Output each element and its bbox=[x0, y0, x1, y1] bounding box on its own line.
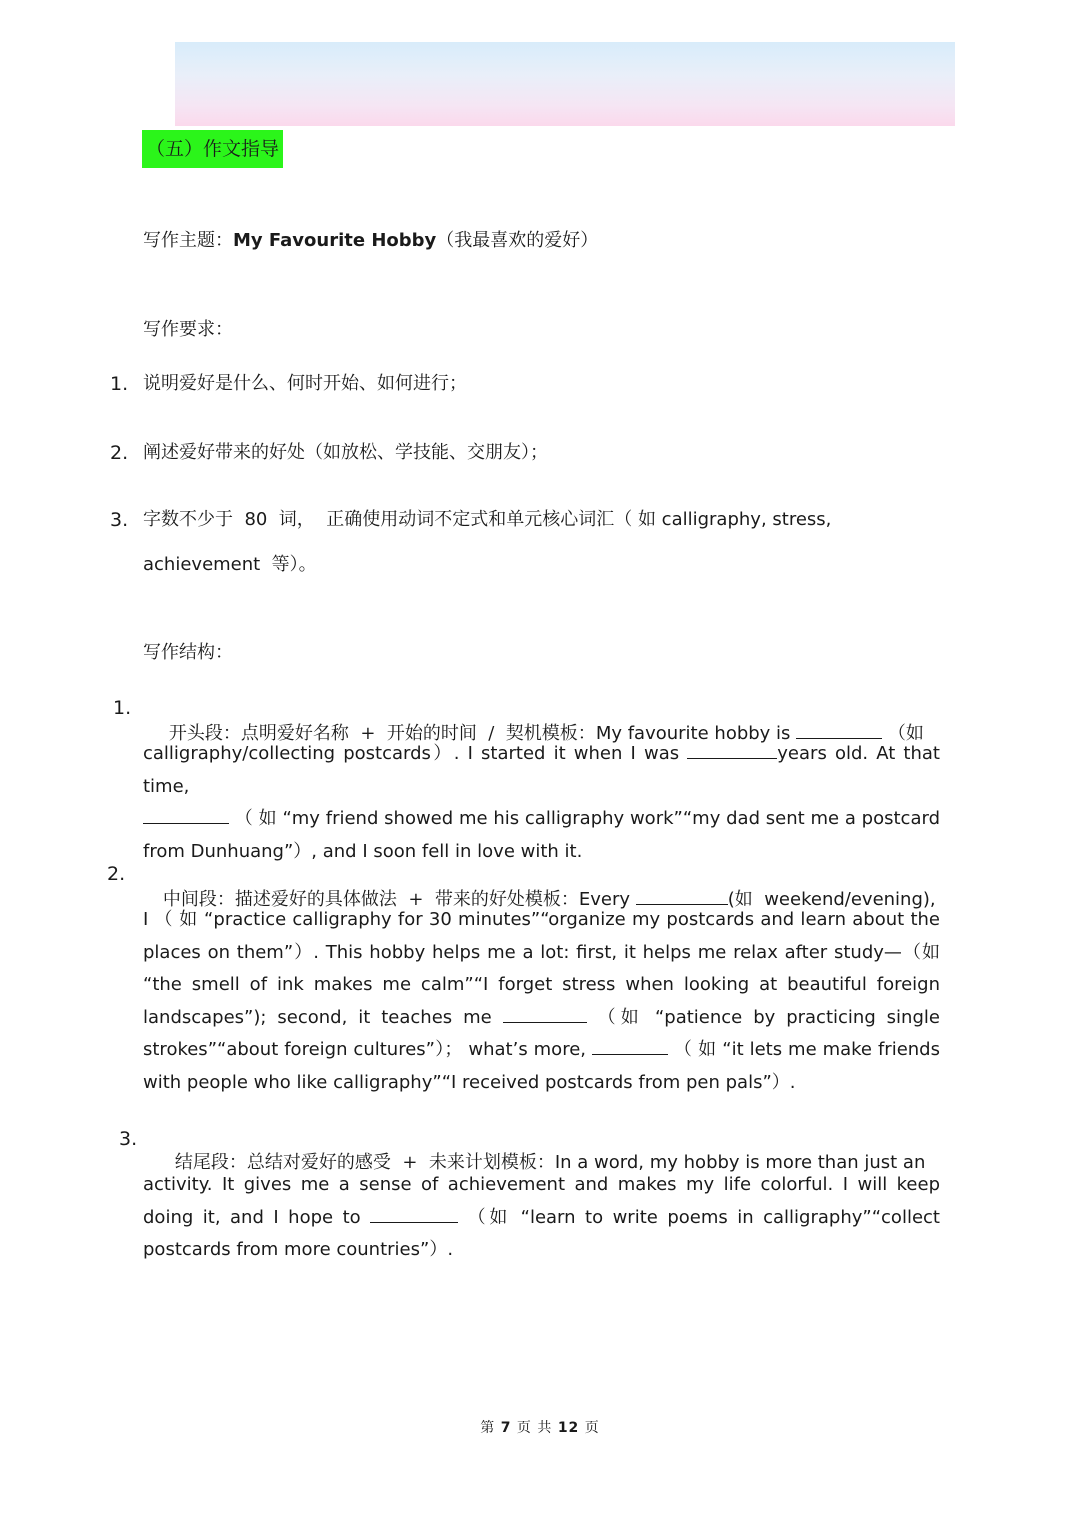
topic-title-cn: （我最喜欢的爱好） bbox=[436, 230, 599, 251]
template-text: activity. It gives me a sense of achievement and makes my life colorful. I will keep doing it, and I hope to bbox=[143, 1174, 940, 1228]
fill-blank bbox=[592, 1036, 668, 1055]
structure-paragraph bbox=[143, 904, 940, 1099]
template-text: （如 “patience by practicing single strokes”“about foreign cultures”）； what’s more, bbox=[143, 1006, 940, 1060]
fill-blank bbox=[143, 805, 229, 824]
fill-blank bbox=[370, 1204, 458, 1223]
requirement-number: 2. bbox=[110, 442, 129, 464]
requirements-label: 写作要求： bbox=[143, 319, 233, 340]
structure-lead: 中间段：描述爱好的具体做法 + 带来的好处模板： bbox=[162, 889, 579, 910]
requirement-number: 3. bbox=[110, 509, 129, 531]
template-text: （ 如 “it lets me make friends with people who like calligraphy”“I received postcards from pen pals”）. bbox=[143, 1039, 940, 1093]
topic-title: My Favourite Hobby bbox=[233, 230, 437, 251]
structure-paragraph bbox=[143, 1169, 940, 1267]
structure-number: 2. bbox=[107, 863, 126, 885]
footer-text: 第 bbox=[480, 1420, 496, 1436]
current-page-number: 7 bbox=[500, 1420, 512, 1436]
header-banner bbox=[175, 42, 955, 126]
structure-paragraph bbox=[143, 738, 940, 868]
template-text: My favourite hobby is bbox=[595, 723, 791, 744]
fill-blank bbox=[687, 740, 777, 759]
template-text: I （ 如 “practice calligraphy for 30 minutes”“organize my postcards and learn about the places on them”）. This hobby helps me a lot: first, it helps me relax after study—（如 “the smell of ink makes me calm”“I forget stress when looking at beautiful foreign landscapes”); second, it teaches me bbox=[143, 909, 940, 1028]
template-text: years old. At that time, bbox=[143, 743, 940, 797]
requirement-item: 说明爱好是什么、何时开始、如何进行； bbox=[143, 373, 467, 394]
footer-text: 页 共 bbox=[516, 1420, 553, 1436]
structure-number: 3. bbox=[119, 1128, 138, 1150]
template-text: (如 weekend/evening), bbox=[727, 889, 936, 910]
structure-lead: 开头段：点明爱好名称 + 开始的时间 / 契机模板： bbox=[168, 723, 596, 744]
topic-label: 写作主题： bbox=[143, 230, 233, 251]
structure-lead: 结尾段：总结对爱好的感受 + 未来计划模板： bbox=[174, 1152, 555, 1173]
requirement-item: 阐述爱好带来的好处（如放松、学技能、交朋友）； bbox=[143, 442, 548, 463]
fill-blank bbox=[796, 720, 882, 739]
structure-label: 写作结构： bbox=[143, 642, 233, 663]
structure-number: 1. bbox=[113, 697, 132, 719]
template-text: In a word, my hobby is more than just an bbox=[554, 1152, 926, 1173]
requirement-item: 字数不少于 80 词， 正确使用动词不定式和单元核心词汇（ 如 calligraphy, stress, bbox=[143, 509, 832, 530]
template-text: （如 “learn to write poems in calligraphy”“collect postcards from more countries”）. bbox=[143, 1206, 940, 1260]
fill-blank bbox=[636, 886, 728, 905]
template-text: calligraphy/collecting postcards）. I started it when I was bbox=[143, 743, 680, 764]
section-heading: （五）作文指导 bbox=[142, 130, 283, 168]
template-text: （ 如 “my friend showed me his calligraphy work”“my dad sent me a postcard from Dunhuang”）, and I soon fell in love with it. bbox=[143, 808, 940, 862]
template-text: （如 bbox=[887, 723, 924, 744]
footer-text: 页 bbox=[584, 1420, 600, 1436]
requirement-number: 1. bbox=[110, 373, 129, 395]
page-footer bbox=[0, 1418, 1080, 1438]
requirement-item-continued: achievement 等）。 bbox=[143, 554, 317, 575]
total-page-number: 12 bbox=[557, 1420, 580, 1436]
template-text: Every bbox=[578, 889, 631, 910]
writing-topic bbox=[143, 229, 598, 253]
fill-blank bbox=[503, 1004, 587, 1023]
